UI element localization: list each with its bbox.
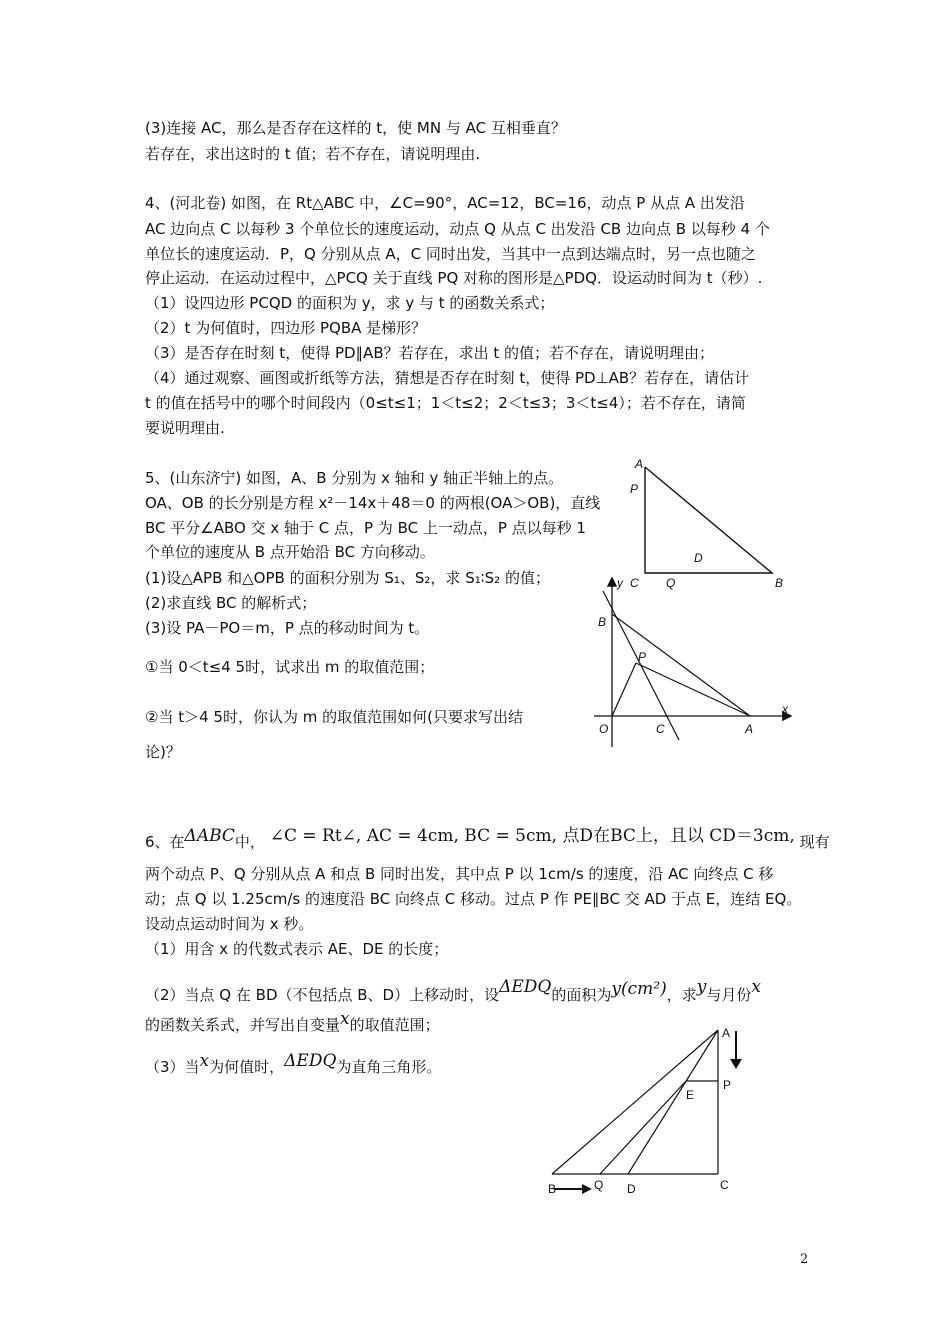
q6-figure [540, 1025, 755, 1200]
label-x: x [782, 702, 788, 716]
label-d: D [694, 551, 703, 565]
q6-item2-text-c: ，求 [666, 986, 697, 1004]
label-c: C [720, 1178, 729, 1192]
q6-item2-text-b: 的面积为 [551, 986, 612, 1004]
segment-op [612, 663, 636, 716]
label-q: Q [594, 1178, 604, 1192]
q5-line2: OA、OB 的长分别是方程 x²－14x＋48＝0 的两根(OA＞OB)，直线 [145, 494, 601, 512]
q5-line4: 个单位的速度从 B 点开始沿 BC 方向移动。 [145, 543, 435, 561]
label-a: A [722, 1026, 731, 1040]
q6-item3-x: x [199, 1051, 210, 1071]
q6-item2-text-d: 与月份 [706, 986, 752, 1004]
label-o: O [599, 722, 609, 736]
q6-item2-line2-text-b: 的取值范围； [349, 1016, 440, 1034]
q6-item3-text-a: （3）当 [145, 1058, 200, 1076]
label-b: B [548, 1182, 557, 1196]
label-b: B [775, 576, 784, 590]
q6-item2-line1 [145, 977, 761, 1005]
q5-item3: (3)设 PA－PO＝m，P 点的移动时间为 t。 [145, 619, 430, 637]
q5-line1: 5、(山东济宁) 如图，A、B 分别为 x 轴和 y 轴正半轴上的点。 [145, 469, 564, 487]
q6-line3: 动；点 Q 以 1.25cm/s 的速度沿 BC 向终点 C 移动。过点 P 作 PE∥BC 交 AD 于点 E，连结 EQ。 [145, 890, 802, 908]
q4-item2: （2）t 为何值时，四边形 PQBA 是梯形？ [145, 319, 427, 337]
q6-item1: （1）用含 x 的代数式表示 AE、DE 的长度； [145, 940, 449, 958]
label-c: C [630, 576, 639, 590]
label-q: Q [666, 576, 676, 590]
q5-line3: BC 平分∠ABO 交 x 轴于 C 点，P 为 BC 上一动点，P 点以每秒 1 [145, 519, 586, 537]
segment-ba [612, 614, 750, 716]
q5-item3a: ①当 0＜t≤4 5时，试求出 m 的取值范围； [145, 658, 435, 676]
q6-line1 [145, 826, 830, 852]
q6-item2-line2-x: x [340, 1009, 350, 1029]
q6-item3 [145, 1051, 442, 1077]
q5-item3b-line1: ②当 t＞4 5时，你认为 m 的取值范围如何(只要求写出结 [145, 708, 523, 726]
q4-item1: （1）设四边形 PCQD 的面积为 y，求 y 与 t 的函数关系式； [145, 294, 555, 312]
label-y: y [617, 576, 623, 590]
label-p: P [630, 482, 639, 496]
q6-item2-x: x [751, 977, 761, 997]
q3-part3-line2: 若存在，求出这时的 t 值；若不存在，请说明理由. [145, 145, 481, 163]
q6-item2-y: y [696, 977, 707, 997]
q5-item1: (1)设△APB 和△OPB 的面积分别为 S₁、S₂，求 S₁∶S₂ 的值； [145, 569, 550, 587]
label-p: P [638, 650, 647, 664]
q3-part3-line1: (3)连接 AC，那么是否存在这样的 t，使 MN 与 AC 互相垂直？ [145, 119, 566, 137]
label-d: D [627, 1182, 636, 1196]
q5-item3b-line2: 论)？ [145, 743, 181, 761]
q6-triangle-abc: ΔABC [184, 826, 235, 846]
label-c: C [656, 722, 665, 736]
q4-line3: 单位长的速度运动．P，Q 分别从点 A，C 同时出发，当其中一点到达端点时，另一点也随之 [145, 245, 756, 263]
label-a: A [745, 722, 754, 736]
q4-item3: （3）是否存在时刻 t，使得 PD∥AB？若存在，求出 t 的值；若不存在，请说明理由； [145, 344, 715, 362]
q4-item4-line2: t 的值在括号中的哪个时间段内（0≤t≤1；1＜t≤2；2＜t≤3；3＜t≤4）；若不存在，请简 [145, 394, 746, 412]
label-p: P [723, 1078, 732, 1092]
triangle-abc-outline [645, 467, 772, 573]
q6-lead: 6、在 [145, 833, 185, 851]
q4-figure-triangle [620, 455, 800, 595]
q6-condition: ∠C = Rt∠, AC = 4cm, BC = 5cm, 点D在BC上，且以 CD＝3cm, [269, 826, 795, 846]
q6-item2-triangle: ΔEDQ [499, 977, 552, 997]
q6-line4: 设动点运动时间为 x 秒。 [145, 915, 314, 933]
q4-line4: 停止运动．在运动过程中，△PCQ 关于直线 PQ 对称的图形是△PDQ．设运动时间为 t（秒）. [145, 269, 763, 287]
q4-item4-line3: 要说明理由. [145, 419, 225, 437]
q5-figure-coordinate [592, 575, 802, 750]
q6-item3-text-c: 为直角三角形。 [336, 1058, 442, 1076]
arrow-right-icon [582, 1184, 592, 1194]
q4-line2: AC 边向点 C 以每秒 3 个单位长的速度运动，动点 Q 从点 C 出发沿 CB 边向点 B 以每秒 4 个 [145, 220, 770, 238]
segment-ad [628, 1030, 718, 1174]
q6-item3-triangle: ΔEDQ [284, 1051, 337, 1071]
label-a: A [635, 457, 644, 471]
q5-item2: (2)求直线 BC 的解析式； [145, 594, 317, 612]
q6-item2-line2-text-a: 的函数关系式，并写出自变量 [145, 1016, 341, 1034]
q6-mid: 中， [234, 833, 265, 851]
label-e: E [686, 1088, 695, 1102]
q6-tail: 现有 [799, 833, 830, 851]
q6-line2: 两个动点 P、Q 分别从点 A 和点 B 同时出发，其中点 P 以 1cm/s 的速度，沿 AC 向终点 C 移 [145, 865, 774, 883]
q6-item2-line2 [145, 1009, 440, 1035]
q4-item4-line1: （4）通过观察、画图或折纸等方法，猜想是否存在时刻 t，使得 PD⊥AB？若存在，请估计 [145, 369, 750, 387]
q6-item3-text-b: 为何值时， [209, 1058, 285, 1076]
label-b: B [598, 615, 607, 629]
q6-item2-text-a: （2）当点 Q 在 BD（不包括点 B、D）上移动时，设 [145, 986, 500, 1004]
q4-line1: 4、(河北卷) 如图，在 Rt△ABC 中，∠C=90°，AC=12，BC=16，动点 P 从点 A 出发沿 [145, 194, 745, 212]
q6-item2-area: y(cm²) [611, 979, 667, 999]
side-ab [552, 1030, 718, 1174]
page-number: 2 [800, 1252, 809, 1267]
arrow-down-icon [730, 1059, 742, 1069]
